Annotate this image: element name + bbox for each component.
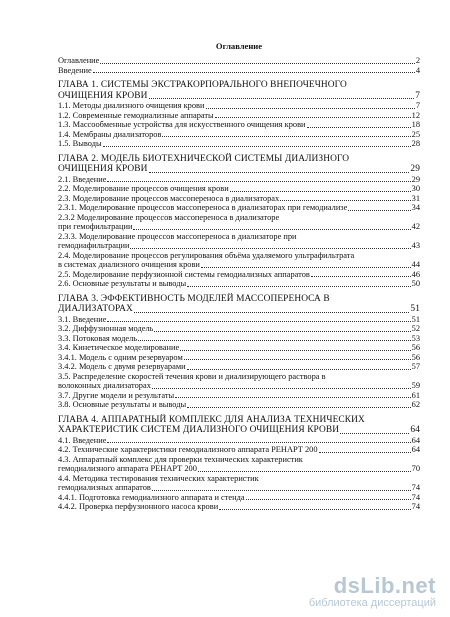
toc-item[interactable]: 3.7. Другие модели и результаты 61	[58, 390, 420, 400]
toc-item[interactable]: 3.8. Основные результаты и выводы 62	[58, 400, 420, 409]
toc-item[interactable]: 1.1. Методы диализного очищения крови 7	[58, 101, 420, 110]
toc-item[interactable]: 4.4.1. Подготовка гемодиализного аппарата и стенда 74	[58, 492, 420, 502]
toc-item[interactable]: 3.4.2. Модель с двумя резервуарами 57	[58, 362, 420, 371]
chapter-4-heading[interactable]: ГЛАВА 4. АППАРАТНЫЙ КОМПЛЕКС ДЛЯ АНАЛИЗА ТЕХНИЧЕСКИХ ХАРАКТЕРИСТИК СИСТЕМ ДИАЛИЗНОГО ОЧИЩЕНИЯ КРОВИ 64	[58, 414, 420, 435]
toc-item[interactable]: 4.2. Технические характеристики гемодиализного аппарата РЕНАРТ 200 64	[58, 445, 420, 454]
toc-item[interactable]: 4.1. Введение 64	[58, 435, 420, 445]
toc-item[interactable]: 4.4.2. Проверка перфузионного насоса крови 74	[58, 502, 420, 511]
watermark-logo: dsLib.net	[333, 573, 436, 598]
toc-item[interactable]: 3.2. Диффузионная модель 52	[58, 324, 420, 333]
toc-item[interactable]: 1.5. Выводы 28	[58, 139, 420, 148]
toc-item[interactable]: 2.1. Введение 29	[58, 174, 420, 184]
toc-item[interactable]: 2.3.1. Моделирование процессов массопереноса в диализаторах при гемодиализе 34	[58, 203, 420, 212]
toc-item[interactable]: 2.5. Моделирование перфузионной системы гемодиализных аппаратов 46	[58, 269, 420, 279]
chapter-2-heading[interactable]: ГЛАВА 2. МОДЕЛЬ БИОТЕХНИЧЕСКОЙ СИСТЕМЫ ДИАЛИЗНОГО ОЧИЩЕНИЯ КРОВИ 29	[58, 153, 420, 174]
toc-item[interactable]: Введение 4	[58, 65, 420, 75]
chapter-1-heading[interactable]: ГЛАВА 1. СИСТЕМЫ ЭКСТРАКОРПОРАЛЬНОГО ВНЕПОЧЕЧНОГО ОЧИЩЕНИЯ КРОВИ 7	[58, 80, 420, 101]
toc-item[interactable]: 3.4.1. Модель с одним резервуаром 56	[58, 352, 420, 362]
toc-page	[58, 41, 420, 512]
toc-item[interactable]: 2.6. Основные результаты и выводы 50	[58, 279, 420, 288]
toc-item-wrapped[interactable]: 2.4. Моделирование процессов регулирования объёма удаляемого ультрафильтрата в системах диализного очищения крови 44	[58, 250, 420, 269]
toc-item[interactable]: 1.4. Мембраны диализаторов 25	[58, 129, 420, 139]
toc-item-wrapped[interactable]: 3.5. Распределение скоростей течения крови и диализирующего раствора в волоконных диализаторах 59	[58, 371, 420, 390]
toc-item[interactable]: 1.2. Современные гемодиализные аппараты 12	[58, 110, 420, 120]
toc-item[interactable]: 3.4. Кинетическое моделирование 56	[58, 343, 420, 352]
toc-item-wrapped[interactable]: 4.3. Аппаратный комплекс для проверки технических характеристик гемодиализного аппарата РЕНАРТ 200 70	[58, 454, 420, 473]
toc-item[interactable]: 3.3. Потоковая модель 53	[58, 333, 420, 343]
watermark	[309, 573, 436, 609]
toc-item[interactable]: Оглавление 2	[58, 56, 420, 65]
toc-item[interactable]: 2.3. Моделирование процессов массопереноса в диализаторах 31	[58, 193, 420, 203]
toc-item[interactable]: 1.3. Массообменные устройства для искусственного очищения крови 18	[58, 120, 420, 129]
toc-item[interactable]: 3.1. Введение 51	[58, 314, 420, 324]
toc-item-wrapped[interactable]: 2.3.2 Моделирование процессов массопереноса в диализаторе при гемофильтрации 42	[58, 212, 420, 231]
toc-item-wrapped[interactable]: 2.3.3. Моделирование процессов массопереноса в диализаторе при гемодиафильтрации 43	[58, 231, 420, 250]
watermark-subtitle: библиотека диссертаций	[308, 597, 436, 609]
page-title: Оглавление	[215, 41, 263, 51]
chapter-3-heading[interactable]: ГЛАВА 3. ЭФФЕКТИВНОСТЬ МОДЕЛЕЙ МАССОПЕРЕНОСА В ДИАЛИЗАТОРАХ 51	[58, 293, 420, 314]
toc-item[interactable]: 2.2. Моделирование процессов очищения крови 30	[58, 184, 420, 193]
toc-item-wrapped[interactable]: 4.4. Методика тестирования технических характеристик гемодиализных аппаратов 74	[58, 473, 420, 492]
